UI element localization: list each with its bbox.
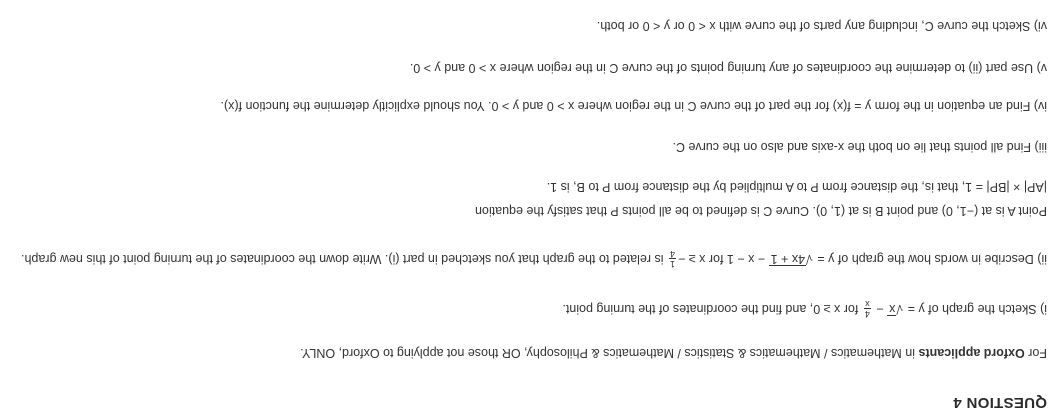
intro-suffix: in Mathematics / Mathematics & Statistics / Mathematics & Philosophy, OR those not applying to Oxford, ONLY. [300,346,919,360]
part-ii-expr: − x − 1 for x ≥ − [678,252,769,267]
part-iv: iv) Find an equation in the form y = f(x) for the part of the curve C in the region where x > 0 and y > 0. You should explicitly determine the function f(x). [220,99,1047,113]
part-i [562,299,1047,318]
part-i-label: i) [1036,302,1047,317]
radical-sign: √ [806,252,813,267]
fraction [864,299,871,318]
radical-sign: √ [896,302,904,317]
fraction-numerator: 1 [670,259,676,269]
part-ii-text-b: is related to the graph that you sketched in part (i). Write down the coordinates of the turning point of this new graph. [21,252,667,267]
intro-prefix: For [1024,346,1047,360]
setup-line-2: |AP| × |BP| = 1, that is, the distance from P to A multiplied by the distance from P to B, is 1. [546,180,1047,194]
part-ii-text-a: Describe in words how the graph of y = [813,252,1034,267]
part-i-text-b: for x ≥ 0, and find the coordinates of the turning point. [562,302,862,317]
sqrt-content: 4x + 1 [770,252,806,267]
fraction-denominator: 4 [670,249,676,259]
fraction-denominator: x [865,299,870,309]
fraction-numerator: 4 [864,309,870,319]
part-vi: vi) Sketch the curve C, including any parts of the curve with x < 0 or y < 0 or both. [596,19,1047,33]
part-iii: iii) Find all points that lie on both the x-axis and also on the curve C. [672,140,1047,154]
part-ii [21,249,1047,268]
intro-bold-text: Oxford applicants [918,346,1025,360]
setup-line-1: Point A is at (−1, 0) and point B is at (1, 0). Curve C is defined to be all points P that satisfy the equation [475,204,1047,218]
question-intro [300,345,1047,361]
part-v: v) Use part (ii) to determine the coordinates of any turning points of the curve C in the region where x > 0 and y > 0. [409,61,1047,75]
question-heading: QUESTION 4 [953,394,1047,411]
part-i-text-a: Sketch the graph of y = [904,302,1037,317]
part-i-minus: − [872,302,888,317]
fraction [669,249,676,268]
part-ii-label: ii) [1033,252,1047,267]
sqrt-content: x [889,302,896,317]
